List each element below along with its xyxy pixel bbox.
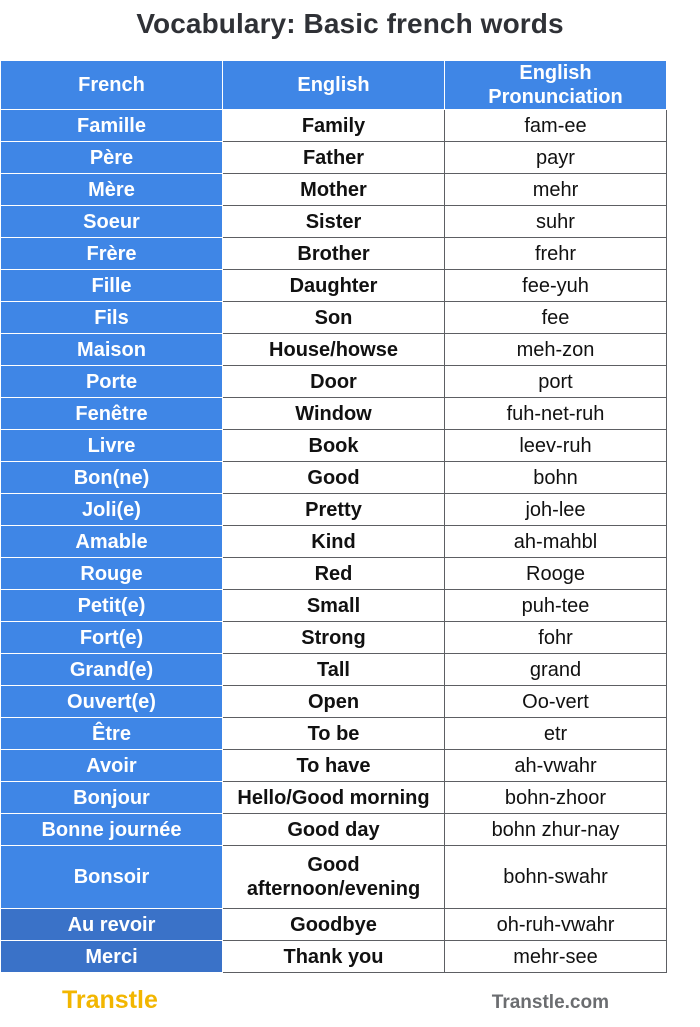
cell-pronunciation: ah-mahbl [445, 526, 667, 558]
table-row [1, 718, 667, 750]
cell-pronunciation: port [445, 366, 667, 398]
table-row [1, 526, 667, 558]
table-row [1, 366, 667, 398]
cell-english-word: To be [223, 718, 445, 750]
cell-pronunciation: frehr [445, 238, 667, 270]
cell-pronunciation: fuh-net-ruh [445, 398, 667, 430]
brand-logo-text: Transtle [62, 986, 158, 1014]
table-body [1, 110, 667, 973]
cell-english-word: Open [223, 686, 445, 718]
table-row [1, 590, 667, 622]
table-row [1, 814, 667, 846]
table-row [1, 206, 667, 238]
cell-pronunciation: ah-vwahr [445, 750, 667, 782]
cell-pronunciation: fam-ee [445, 110, 667, 142]
cell-french-word: Livre [1, 430, 223, 462]
column-header-french: French [1, 61, 223, 110]
table-row [1, 398, 667, 430]
cell-english-word: Pretty [223, 494, 445, 526]
cell-french-word: Bonsoir [1, 846, 223, 909]
cell-french-word: Fille [1, 270, 223, 302]
cell-english-word: Son [223, 302, 445, 334]
table-row [1, 750, 667, 782]
cell-pronunciation: Oo-vert [445, 686, 667, 718]
cell-french-word: Fort(e) [1, 622, 223, 654]
cell-pronunciation: bohn-swahr [445, 846, 667, 909]
cell-english-word: Daughter [223, 270, 445, 302]
table-row [1, 686, 667, 718]
cell-french-word: Soeur [1, 206, 223, 238]
cell-french-word: Rouge [1, 558, 223, 590]
cell-french-word: Ouvert(e) [1, 686, 223, 718]
cell-pronunciation: grand [445, 654, 667, 686]
cell-pronunciation: oh-ruh-vwahr [445, 909, 667, 941]
cell-english-word: Goodbye [223, 909, 445, 941]
table-row [1, 846, 667, 909]
cell-english-word: Family [223, 110, 445, 142]
cell-french-word: Famille [1, 110, 223, 142]
table-row [1, 142, 667, 174]
cell-english-word: House/howse [223, 334, 445, 366]
cell-english-word: Kind [223, 526, 445, 558]
cell-french-word: Fenêtre [1, 398, 223, 430]
cell-french-word: Grand(e) [1, 654, 223, 686]
cell-french-word: Amable [1, 526, 223, 558]
table-row [1, 941, 667, 973]
cell-pronunciation: meh-zon [445, 334, 667, 366]
table-header-row [1, 61, 667, 110]
table-row [1, 622, 667, 654]
cell-french-word: Fils [1, 302, 223, 334]
cell-english-word: Thank you [223, 941, 445, 973]
cell-french-word: Au revoir [1, 909, 223, 941]
table-row [1, 270, 667, 302]
table-row [1, 110, 667, 142]
table-row [1, 334, 667, 366]
cell-pronunciation: fohr [445, 622, 667, 654]
column-header-english: English [223, 61, 445, 110]
cell-pronunciation: fee [445, 302, 667, 334]
cell-english-word: Small [223, 590, 445, 622]
cell-english-word: Good day [223, 814, 445, 846]
cell-french-word: Joli(e) [1, 494, 223, 526]
table-row [1, 238, 667, 270]
cell-pronunciation: etr [445, 718, 667, 750]
column-header-pronunciation: English Pronunciation [445, 61, 667, 110]
cell-pronunciation: mehr-see [445, 941, 667, 973]
cell-french-word: Bonne journée [1, 814, 223, 846]
table-row [1, 174, 667, 206]
cell-french-word: Père [1, 142, 223, 174]
table-row [1, 462, 667, 494]
cell-english-word: Good [223, 462, 445, 494]
site-url: Transtle.com [491, 992, 609, 1013]
page-title: Vocabulary: Basic french words [136, 8, 564, 39]
cell-french-word: Maison [1, 334, 223, 366]
cell-french-word: Mère [1, 174, 223, 206]
cell-pronunciation: mehr [445, 174, 667, 206]
table-row [1, 302, 667, 334]
cell-pronunciation: bohn-zhoor [445, 782, 667, 814]
cell-english-word: Brother [223, 238, 445, 270]
cell-french-word: Bon(ne) [1, 462, 223, 494]
cell-french-word: Petit(e) [1, 590, 223, 622]
cell-french-word: Frère [1, 238, 223, 270]
cell-english-word: Good afternoon/evening [223, 846, 445, 909]
cell-pronunciation: leev-ruh [445, 430, 667, 462]
cell-english-word: Mother [223, 174, 445, 206]
cell-english-word: Strong [223, 622, 445, 654]
cell-pronunciation: puh-tee [445, 590, 667, 622]
cell-pronunciation: suhr [445, 206, 667, 238]
cell-english-word: Red [223, 558, 445, 590]
cell-pronunciation: payr [445, 142, 667, 174]
cell-english-word: Door [223, 366, 445, 398]
table-row [1, 430, 667, 462]
cell-french-word: Avoir [1, 750, 223, 782]
cell-pronunciation: bohn zhur-nay [445, 814, 667, 846]
table-row [1, 782, 667, 814]
cell-french-word: Être [1, 718, 223, 750]
cell-english-word: Hello/Good morning [223, 782, 445, 814]
cell-french-word: Porte [1, 366, 223, 398]
cell-english-word: To have [223, 750, 445, 782]
cell-english-word: Window [223, 398, 445, 430]
vocabulary-table [0, 60, 667, 973]
cell-english-word: Sister [223, 206, 445, 238]
cell-english-word: Book [223, 430, 445, 462]
table-row [1, 558, 667, 590]
cell-french-word: Bonjour [1, 782, 223, 814]
cell-pronunciation: joh-lee [445, 494, 667, 526]
cell-french-word: Merci [1, 941, 223, 973]
cell-english-word: Tall [223, 654, 445, 686]
cell-pronunciation: Rooge [445, 558, 667, 590]
table-row [1, 909, 667, 941]
cell-pronunciation: bohn [445, 462, 667, 494]
table-row [1, 654, 667, 686]
table-row [1, 494, 667, 526]
cell-pronunciation: fee-yuh [445, 270, 667, 302]
cell-english-word: Father [223, 142, 445, 174]
